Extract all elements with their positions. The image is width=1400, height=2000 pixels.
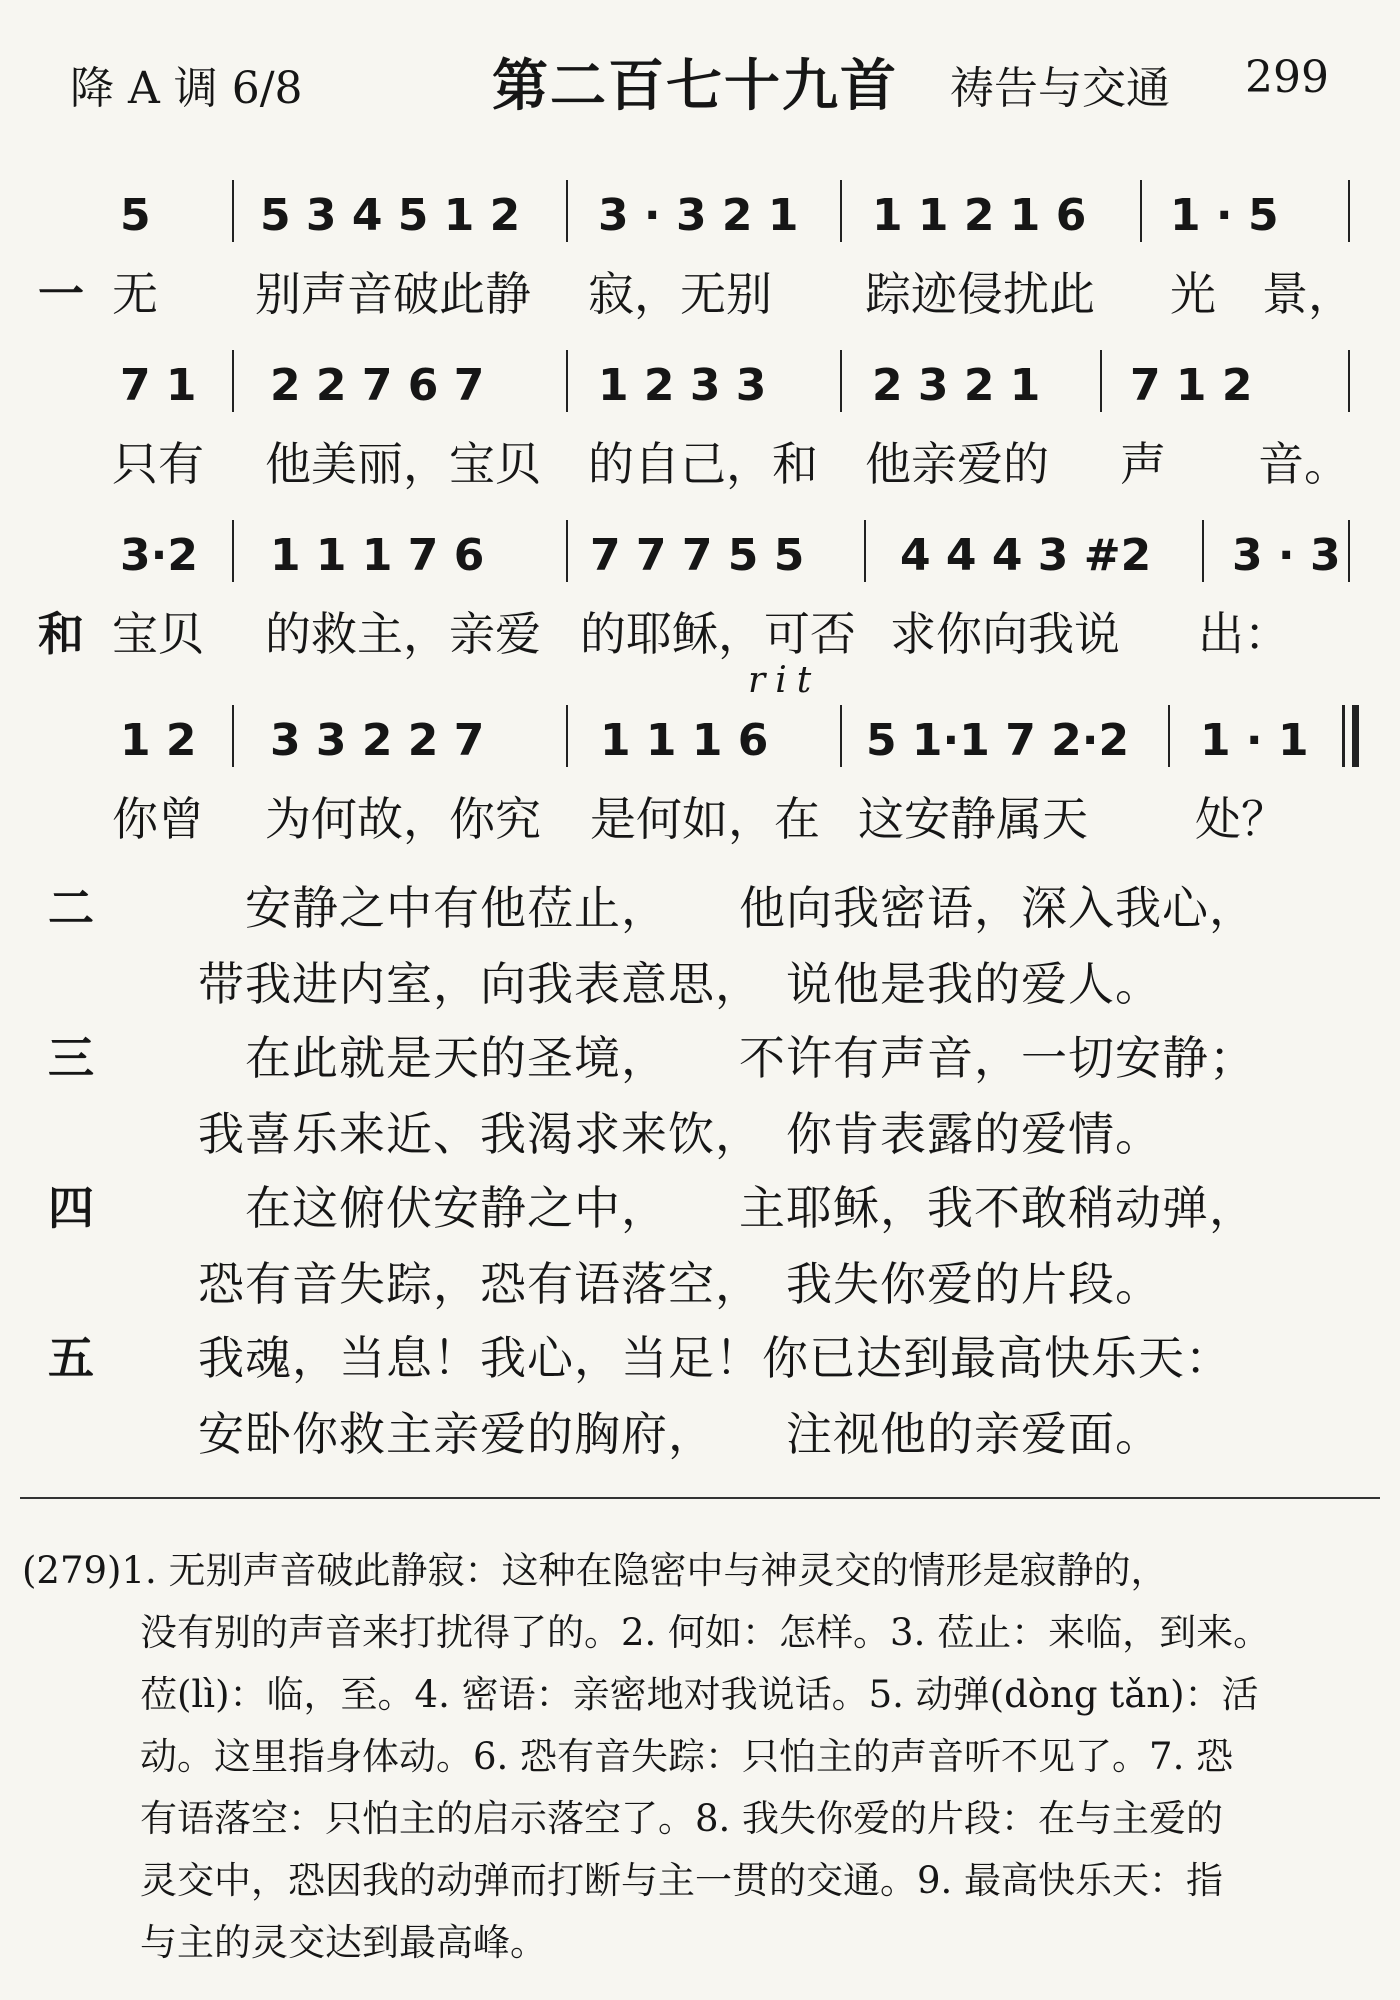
verse-line: 恐有音失踪，恐有语落空， 我失你爱的片段。 (198, 1257, 1162, 1311)
lyric-measure: 踪迹侵扰此 (865, 267, 1095, 321)
lyric-measure: 他美丽，宝贝 (265, 437, 541, 491)
footnote-line: 动。这里指身体动。6. 恐有音失踪：只怕主的声音听不见了。7. 恐 (140, 1735, 1234, 1778)
lyric-measure: 的耶稣，可否 (580, 607, 856, 661)
notation-measure: 1 1 1 7 6 (270, 530, 485, 581)
notation-measure: 5 1·1 7 2·2 (866, 715, 1130, 766)
footnote-line: 与主的灵交达到最高峰。 (140, 1921, 547, 1964)
lyric-measure: 出： (1198, 607, 1290, 661)
notation-measure: 3 · 3 (1232, 530, 1341, 581)
verse-marker: 一 (38, 267, 84, 321)
notation-measure: 1 · 5 (1170, 190, 1279, 241)
verse-number: 五 (48, 1331, 94, 1385)
footnote-line: 灵交中，恐因我的动弹而打断与主一贯的交通。9. 最高快乐天：指 (140, 1859, 1224, 1902)
verse-marker: 和 (38, 607, 84, 661)
bar-line (232, 705, 234, 767)
lyric-measure: 求你向我说 (890, 607, 1120, 661)
lyric-measure: 只有 (112, 437, 204, 491)
verse-line: 带我进内室，向我表意思， 说他是我的爱人。 (198, 957, 1162, 1011)
notation-measure: 1 2 3 3 (598, 360, 767, 411)
notation-row (120, 695, 1360, 775)
notation-measure: 5 3 4 5 1 2 (260, 190, 521, 241)
bar-line (840, 180, 842, 242)
footnote-line: (279)1. 无别声音破此静寂：这种在隐密中与神灵交的情形是寂静的， (22, 1549, 1168, 1592)
bar-line (840, 705, 842, 767)
notation-measure: 1 2 (120, 715, 197, 766)
lyric-measure: 声 音。 (1120, 437, 1350, 491)
lyric-measure: 为何故，你究 (265, 792, 541, 846)
lyric-measure: 别声音破此静 (255, 267, 531, 321)
lyric-measure: 光 景， (1170, 267, 1354, 321)
verse-line: 我魂，当息！我心，当足！你已达到最高快乐天： (198, 1331, 1232, 1385)
notation-measure: 2 3 2 1 (872, 360, 1041, 411)
bar-line (1342, 705, 1345, 767)
verse-line: 安卧你救主亲爱的胸府， 注视他的亲爱面。 (198, 1407, 1162, 1461)
verse-line: 在这俯伏安静之中， 主耶稣，我不敢稍动弹， (245, 1181, 1256, 1235)
bar-line (232, 180, 234, 242)
notation-row (120, 170, 1360, 250)
bar-line (1100, 350, 1102, 412)
verse-number: 四 (48, 1181, 94, 1235)
notation-measure: 2 2 7 6 7 (270, 360, 485, 411)
lyric-measure: 他亲爱的 (865, 437, 1049, 491)
notation-measure: 4 4 4 3 #2 (900, 530, 1152, 581)
notation-measure: 3 3 2 2 7 (270, 715, 485, 766)
footnotes (22, 1540, 1372, 1974)
bar-line (1168, 705, 1170, 767)
bar-line (1202, 520, 1204, 582)
notation-measure: 3 · 3 2 1 (598, 190, 799, 241)
footnote-line: 有语落空：只怕主的启示落空了。8. 我失你爱的片段：在与主爱的 (140, 1797, 1224, 1840)
lyric-measure: 无 (112, 267, 158, 321)
verse-number: 三 (48, 1031, 94, 1085)
final-bar-line (1352, 705, 1359, 767)
verse-line: 安静之中有他莅止， 他向我密语，深入我心， (245, 881, 1256, 935)
notation-measure: 7 1 2 (1130, 360, 1253, 411)
notation-measure: 1 · 1 (1200, 715, 1309, 766)
verse-number: 二 (48, 881, 94, 935)
lyric-measure: 你曾 (112, 792, 204, 846)
bar-line (1348, 520, 1350, 582)
notation-measure: 1 1 2 1 6 (872, 190, 1087, 241)
bar-line (566, 705, 568, 767)
bar-line (1348, 350, 1350, 412)
notation-row (120, 510, 1360, 590)
bar-line (566, 180, 568, 242)
key-signature: 降 A 调 6/8 (70, 63, 303, 114)
bar-line (232, 350, 234, 412)
notation-measure: 7 1 (120, 360, 197, 411)
footnote-line: 莅(lì)：临，至。4. 密语：亲密地对我说话。5. 动弹(dòng tǎn)：活 (140, 1673, 1259, 1716)
verse-line: 我喜乐来近、我渴求来饮， 你肯表露的爱情。 (198, 1107, 1162, 1161)
notation-row (120, 340, 1360, 420)
notation-measure: 7 7 7 5 5 (590, 530, 805, 581)
notation-measure: 1 1 1 6 (600, 715, 769, 766)
hymn-category: 祷告与交通 (950, 63, 1170, 114)
bar-line (840, 350, 842, 412)
lyric-measure: 处？ (1195, 792, 1287, 846)
lyric-measure: 的自己，和 (588, 437, 818, 491)
lyric-measure: 是何如，在 (590, 792, 820, 846)
verse-line: 在此就是天的圣境， 不许有声音，一切安静； (245, 1031, 1256, 1085)
bar-line (1348, 180, 1350, 242)
lyric-measure: 宝贝 (112, 607, 204, 661)
notation-measure: 5 (120, 190, 151, 241)
page-title: 第二百七十九首 (492, 53, 898, 119)
bar-line (232, 520, 234, 582)
lyric-measure: 的救主，亲爱 (265, 607, 541, 661)
bar-line (566, 520, 568, 582)
bar-line (864, 520, 866, 582)
footnote-divider (20, 1497, 1380, 1499)
bar-line (1140, 180, 1142, 242)
bar-line (566, 350, 568, 412)
notation-measure: 3·2 (120, 530, 198, 581)
page-number: 299 (1245, 52, 1329, 103)
footnote-line: 没有别的声音来打扰得了的。2. 何如：怎样。3. 莅止：来临，到来。 (140, 1611, 1271, 1654)
tempo-mark: rit (748, 660, 822, 701)
lyric-measure: 这安静属天 (858, 792, 1088, 846)
lyric-measure: 寂，无别 (588, 267, 772, 321)
